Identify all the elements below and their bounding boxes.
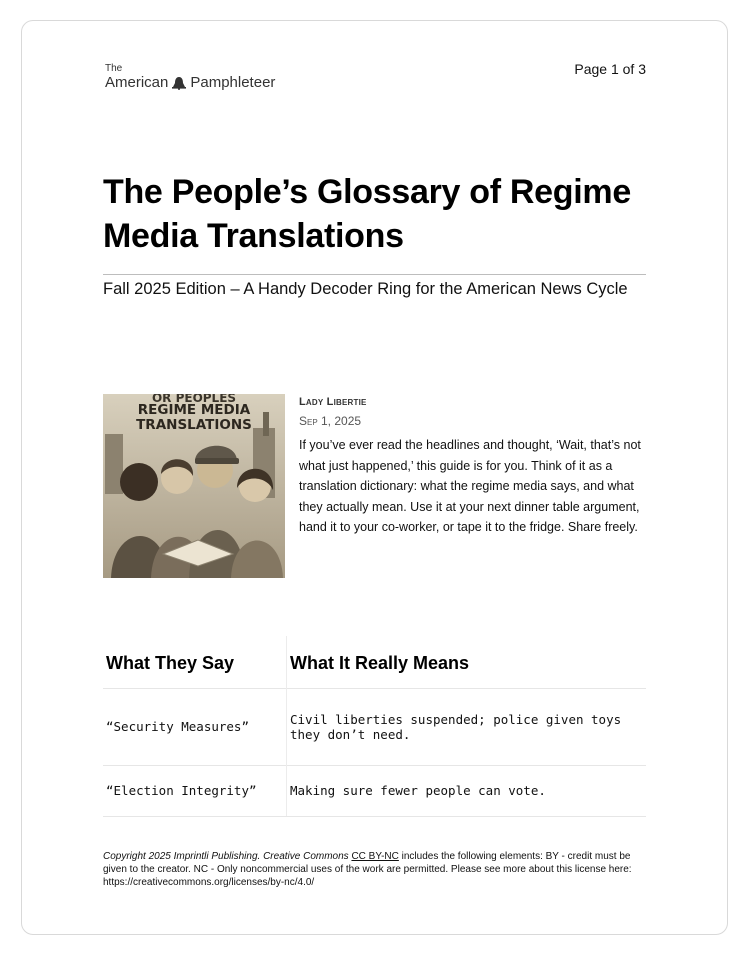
article-meta (299, 395, 649, 538)
poster-illustration-icon (103, 394, 285, 578)
document-title: The People’s Glossary of Regime Media Translations (103, 173, 631, 255)
logo-word-american: American (105, 74, 169, 91)
document-subtitle: Fall 2025 Edition – A Handy Decoder Ring for the American News Cycle (103, 280, 628, 298)
hero-illustration (103, 394, 285, 578)
cell-say: “Election Integrity” (103, 765, 287, 816)
license-link[interactable]: CC BY-NC (351, 851, 399, 862)
page-indicator: Page 1 of 3 (574, 61, 646, 77)
publication-logo[interactable] (105, 64, 275, 91)
glossary-table (103, 636, 646, 817)
column-header-say: What They Say (103, 636, 287, 688)
table-header-row (103, 636, 646, 688)
poster-text-top: OR PEOPLES (151, 394, 237, 405)
table-row (103, 765, 646, 816)
publish-date: Sep 1, 2025 (299, 414, 362, 428)
cell-say: “Security Measures” (103, 688, 287, 765)
poster-text-line1: REGIME MEDIA (137, 402, 251, 418)
author-name[interactable]: Lady Libertie (299, 396, 367, 408)
liberty-bell-icon (171, 76, 187, 90)
cell-means: Making sure fewer people can vote. (287, 765, 647, 816)
intro-paragraph: If you’ve ever read the headlines and thought, ‘Wait, that’s not what just happened,’ this guide is for you. Think of it as a translation dictionary: what the regime media says, and what they actually mean. Use it at your next dinner table argument, hand it to your co-worker, or tape it to the fridge. Share freely. (299, 438, 641, 534)
poster-text-line2: TRANSLATIONS (136, 417, 252, 433)
logo-the: The (105, 63, 123, 74)
footer-suffix: includes the following elements: BY - credit must be given to the creator. NC - Only noncommercial uses of the work are permitted. Please see more about this license here: https://creativecommons.org/licenses/by-nc/4.0/ (103, 851, 632, 888)
footer-prefix: Copyright 2025 Imprintli Publishing. Creative Commons (103, 851, 352, 862)
cell-means: Civil liberties suspended; police given toys they don’t need. (287, 688, 647, 765)
table-row (103, 688, 646, 765)
column-header-means: What It Really Means (290, 652, 470, 673)
title-divider (103, 274, 646, 275)
copyright-footer (103, 850, 648, 889)
logo-word-pamphleteer: Pamphleteer (190, 74, 276, 91)
